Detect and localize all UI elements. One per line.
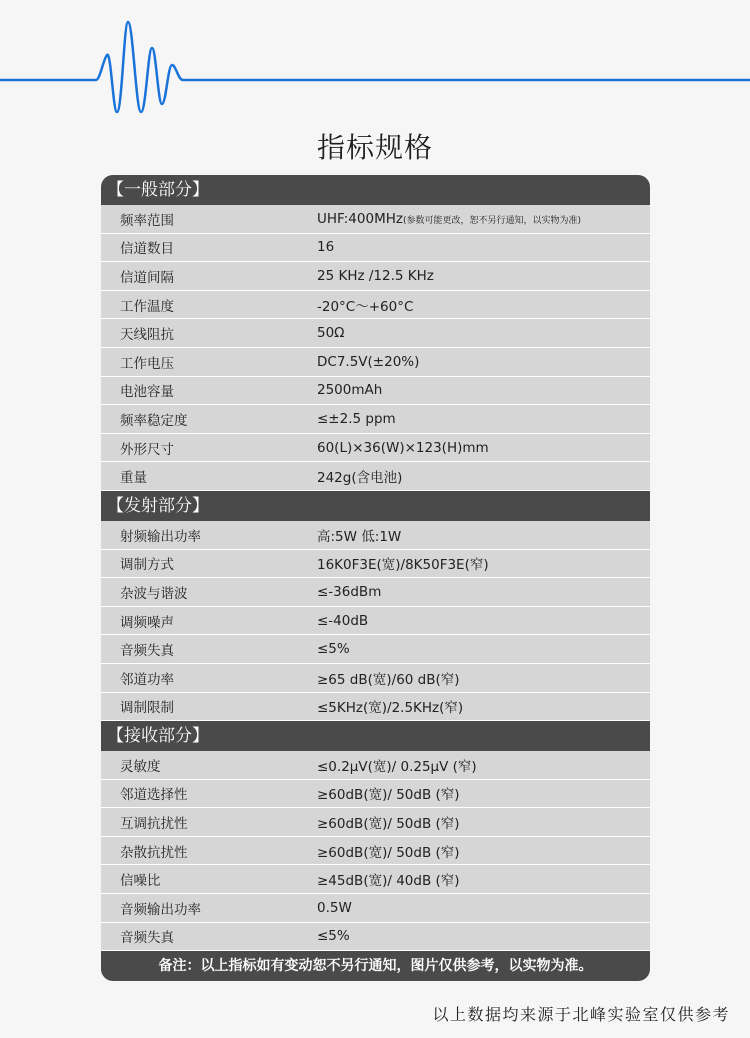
table-row — [101, 865, 650, 894]
table-row — [101, 607, 650, 636]
footer-note: 备注：以上指标如有变动恕不另行通知，图片仅供参考，以实物为准。 — [101, 951, 650, 981]
table-row — [101, 837, 650, 866]
table-row — [101, 405, 650, 434]
row-label: 天线阻抗 — [120, 327, 174, 344]
table-row — [101, 578, 650, 607]
table-row — [101, 808, 650, 837]
row-value: ≥60dB(宽)/ 50dB (窄) — [317, 816, 460, 833]
row-value: ≥45dB(宽)/ 40dB (窄) — [317, 873, 460, 890]
row-value: ≤0.2µV(宽)/ 0.25µV (窄) — [317, 758, 477, 775]
row-label: 调频噪声 — [120, 614, 174, 631]
row-label: 射频输出功率 — [120, 528, 201, 545]
row-label: 互调抗扰性 — [120, 816, 188, 833]
row-value: 16 — [317, 239, 335, 256]
table-row — [101, 751, 650, 780]
row-note: (参数可能更改，恕不另行通知，以实物为准) — [402, 215, 581, 226]
row-label: 工作温度 — [120, 298, 174, 315]
source-note: 以上数据均来源于北峰实验室仅供参考 — [432, 1005, 730, 1024]
row-value: ≤±2.5 ppm — [317, 410, 396, 427]
table-row — [101, 262, 650, 291]
row-label: 重量 — [120, 470, 147, 487]
row-value: ≥60dB(宽)/ 50dB (窄) — [317, 844, 460, 861]
row-label: 邻道功率 — [120, 671, 174, 688]
row-value: ≥60dB(宽)/ 50dB (窄) — [317, 787, 460, 804]
table-row — [101, 894, 650, 923]
table-row — [101, 205, 650, 234]
row-value: 25 KHz /12.5 KHz — [317, 267, 434, 284]
row-value: 50Ω — [317, 325, 345, 342]
table-row — [101, 693, 650, 722]
row-label: 杂波与谐波 — [120, 585, 188, 602]
row-label: 音频失真 — [120, 930, 174, 947]
row-value: ≤5KHz(宽)/2.5KHz(窄) — [317, 700, 464, 717]
spec-table — [101, 175, 650, 981]
table-row — [101, 291, 650, 320]
section-header-general: 【一般部分】 — [101, 175, 650, 205]
row-value: 242g(含电池) — [317, 470, 403, 487]
table-row — [101, 550, 650, 579]
row-label: 调制方式 — [120, 557, 174, 574]
section-header-transmit: 【发射部分】 — [101, 491, 650, 521]
row-label: 频率稳定度 — [120, 412, 188, 429]
row-value-text: UHF:400MHz — [317, 210, 403, 227]
row-label: 邻道选择性 — [120, 787, 188, 804]
table-row — [101, 434, 650, 463]
table-row — [101, 377, 650, 406]
row-value: 2500mAh — [317, 382, 383, 399]
row-label: 频率范围 — [120, 212, 174, 229]
row-value: ≤5% — [317, 928, 350, 945]
row-value: ≥65 dB(宽)/60 dB(窄) — [317, 671, 460, 688]
row-value — [317, 211, 650, 227]
table-row — [101, 521, 650, 550]
row-label: 电池容量 — [120, 384, 174, 401]
table-row — [101, 635, 650, 664]
row-value: 0.5W — [317, 899, 352, 916]
waveform-logo — [0, 0, 750, 130]
row-label: 音频输出功率 — [120, 901, 201, 918]
row-value: ≤5% — [317, 641, 350, 658]
row-label: 杂散抗扰性 — [120, 844, 188, 861]
row-label: 信道数目 — [120, 241, 174, 258]
row-value: DC7.5V(±20%) — [317, 353, 420, 370]
table-row — [101, 780, 650, 809]
row-value: 60(L)×36(W)×123(H)mm — [317, 439, 489, 456]
table-row — [101, 319, 650, 348]
row-label: 外形尺寸 — [120, 441, 174, 458]
table-row — [101, 348, 650, 377]
table-row — [101, 234, 650, 263]
row-value: ≤-40dB — [317, 612, 369, 629]
row-label: 信噪比 — [120, 873, 161, 890]
table-row — [101, 923, 650, 952]
row-label: 灵敏度 — [120, 758, 161, 775]
row-value: 高:5W 低:1W — [317, 528, 402, 545]
row-value: ≤-36dBm — [317, 583, 382, 600]
page-title: 指标规格 — [316, 131, 433, 164]
row-label: 音频失真 — [120, 643, 174, 660]
row-value: -20°C～+60°C — [317, 298, 414, 315]
table-row — [101, 462, 650, 491]
row-label: 信道间隔 — [120, 269, 174, 286]
row-value: 16K0F3E(宽)/8K50F3E(窄) — [317, 557, 489, 574]
row-label: 工作电压 — [120, 355, 174, 372]
table-row — [101, 664, 650, 693]
row-label: 调制限制 — [120, 700, 174, 717]
section-header-receive: 【接收部分】 — [101, 721, 650, 751]
